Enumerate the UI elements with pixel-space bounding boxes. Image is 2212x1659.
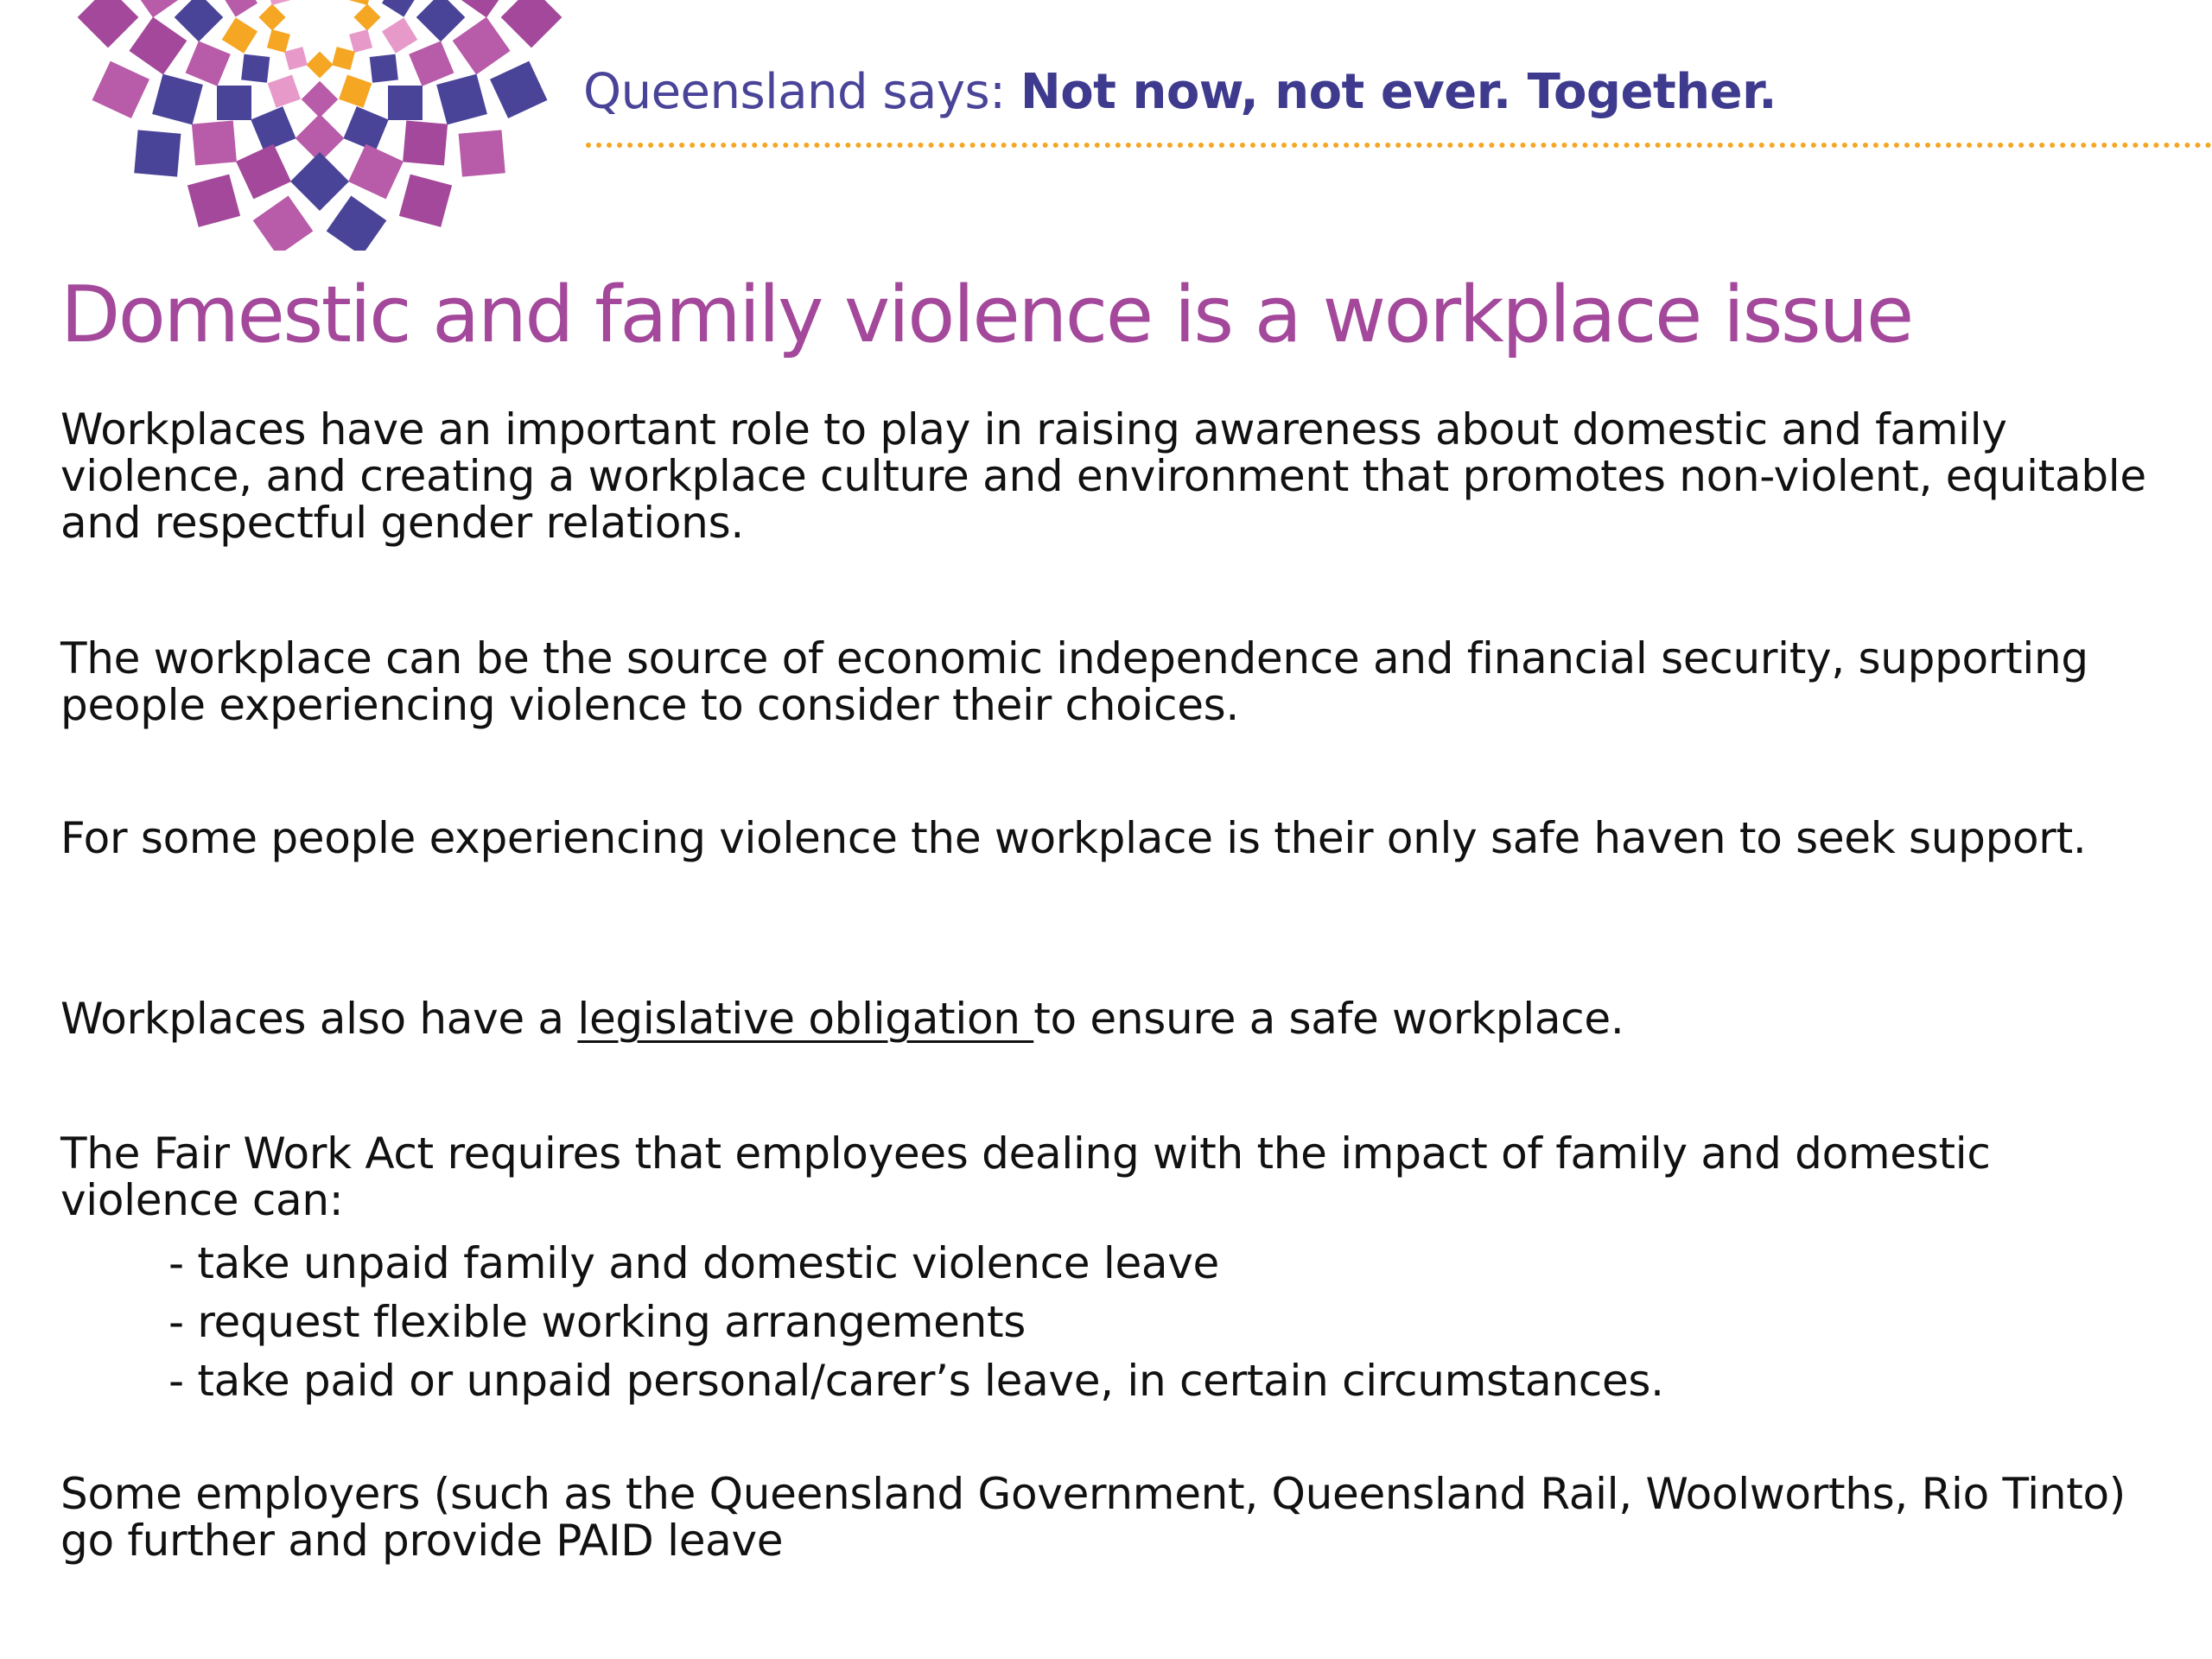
logo-tile (253, 195, 314, 251)
logo-tile (409, 41, 454, 86)
logo-tile (92, 61, 149, 118)
logo-tile (258, 3, 285, 30)
logo-tile (302, 81, 338, 118)
logo-tile (222, 0, 257, 17)
logo-tile (403, 120, 448, 165)
logo-tile (192, 120, 237, 165)
logo-tile (501, 0, 563, 48)
paragraph-workplace-role: Workplaces have an important role to play in raising awareness about domestic and family violence, and creating a workplace culture and environment that promotes non-violent, equitable and respectful gender relations. (60, 404, 2146, 548)
logo-tile (284, 47, 308, 70)
logo-tile (217, 86, 251, 120)
logo-tile (382, 17, 417, 53)
logo-tile (327, 195, 387, 251)
logo-tile (339, 74, 372, 107)
logo-tile (306, 51, 333, 78)
list-item: - take paid or unpaid personal/carer’s leave, in certain circumstances. (168, 1356, 1664, 1406)
dotted-divider (586, 143, 2212, 148)
logo-tile (348, 144, 404, 200)
legislative-obligation-link[interactable]: legislative obligation (577, 994, 1034, 1044)
logo-tile (175, 0, 224, 41)
logo-tile (453, 17, 511, 75)
logo-tile (268, 74, 301, 107)
logo-tile (134, 130, 181, 176)
page-title: Domestic and family violence is a workplace issue (60, 270, 1912, 360)
logo-tile (349, 0, 372, 5)
logo-tile (490, 61, 547, 118)
paragraph-fair-work-act: The Fair Work Act requires that employees dealing with the impact of family and domestic violence can: (60, 1128, 1991, 1225)
fair-work-entitlements-list (168, 1234, 1664, 1410)
paragraph-legislative-text-before: Workplaces also have a (60, 994, 578, 1044)
logo-tile (382, 0, 417, 17)
list-item: - request flexible working arrangements (168, 1297, 1027, 1347)
logo-tile (353, 3, 380, 30)
paragraph-legislative-obligation (60, 995, 2152, 1042)
logo-tile (436, 74, 487, 125)
logo-tile (349, 29, 372, 53)
logo-tile (152, 74, 203, 125)
logo-tile (188, 175, 240, 227)
logo-tile (459, 130, 505, 176)
list-item: - take unpaid family and domestic violence leave (168, 1238, 1219, 1288)
logo-tile (332, 47, 355, 70)
logo-tile (222, 17, 257, 53)
logo-tile (78, 0, 139, 48)
paragraph-paid-leave: Some employers (such as the Queensland Government, Queensland Rail, Woolworths, Rio Tinto) go further and provide PAID leave (60, 1469, 2126, 1566)
logo-tile (129, 17, 187, 75)
logo-tile (399, 175, 452, 227)
logo-tile (241, 54, 270, 83)
logo-tile (290, 152, 349, 211)
logo-tile (388, 86, 423, 120)
paragraph-safe-haven: For some people experiencing violence the workplace is their only safe haven to seek support. (60, 813, 2087, 863)
paragraph-economic-independence: The workplace can be the source of economic independence and financial security, supporting people experiencing violence to consider their choices. (60, 633, 2088, 730)
mosaic-sunburst-logo-icon (52, 0, 570, 251)
paragraph-legislative-text-after: to ensure a safe workplace. (1033, 994, 1624, 1044)
logo-tile (416, 0, 466, 41)
logo-tile (236, 144, 291, 200)
logo-tile (370, 54, 398, 83)
tagline-prefix: Queensland says: (583, 64, 1020, 120)
logo-tile (267, 29, 290, 53)
logo-tiles (78, 0, 563, 251)
tagline (583, 62, 1777, 123)
tagline-slogan: Not now, not ever. Together. (1020, 64, 1777, 120)
logo-tile (186, 41, 231, 86)
logo-tile (267, 0, 290, 5)
